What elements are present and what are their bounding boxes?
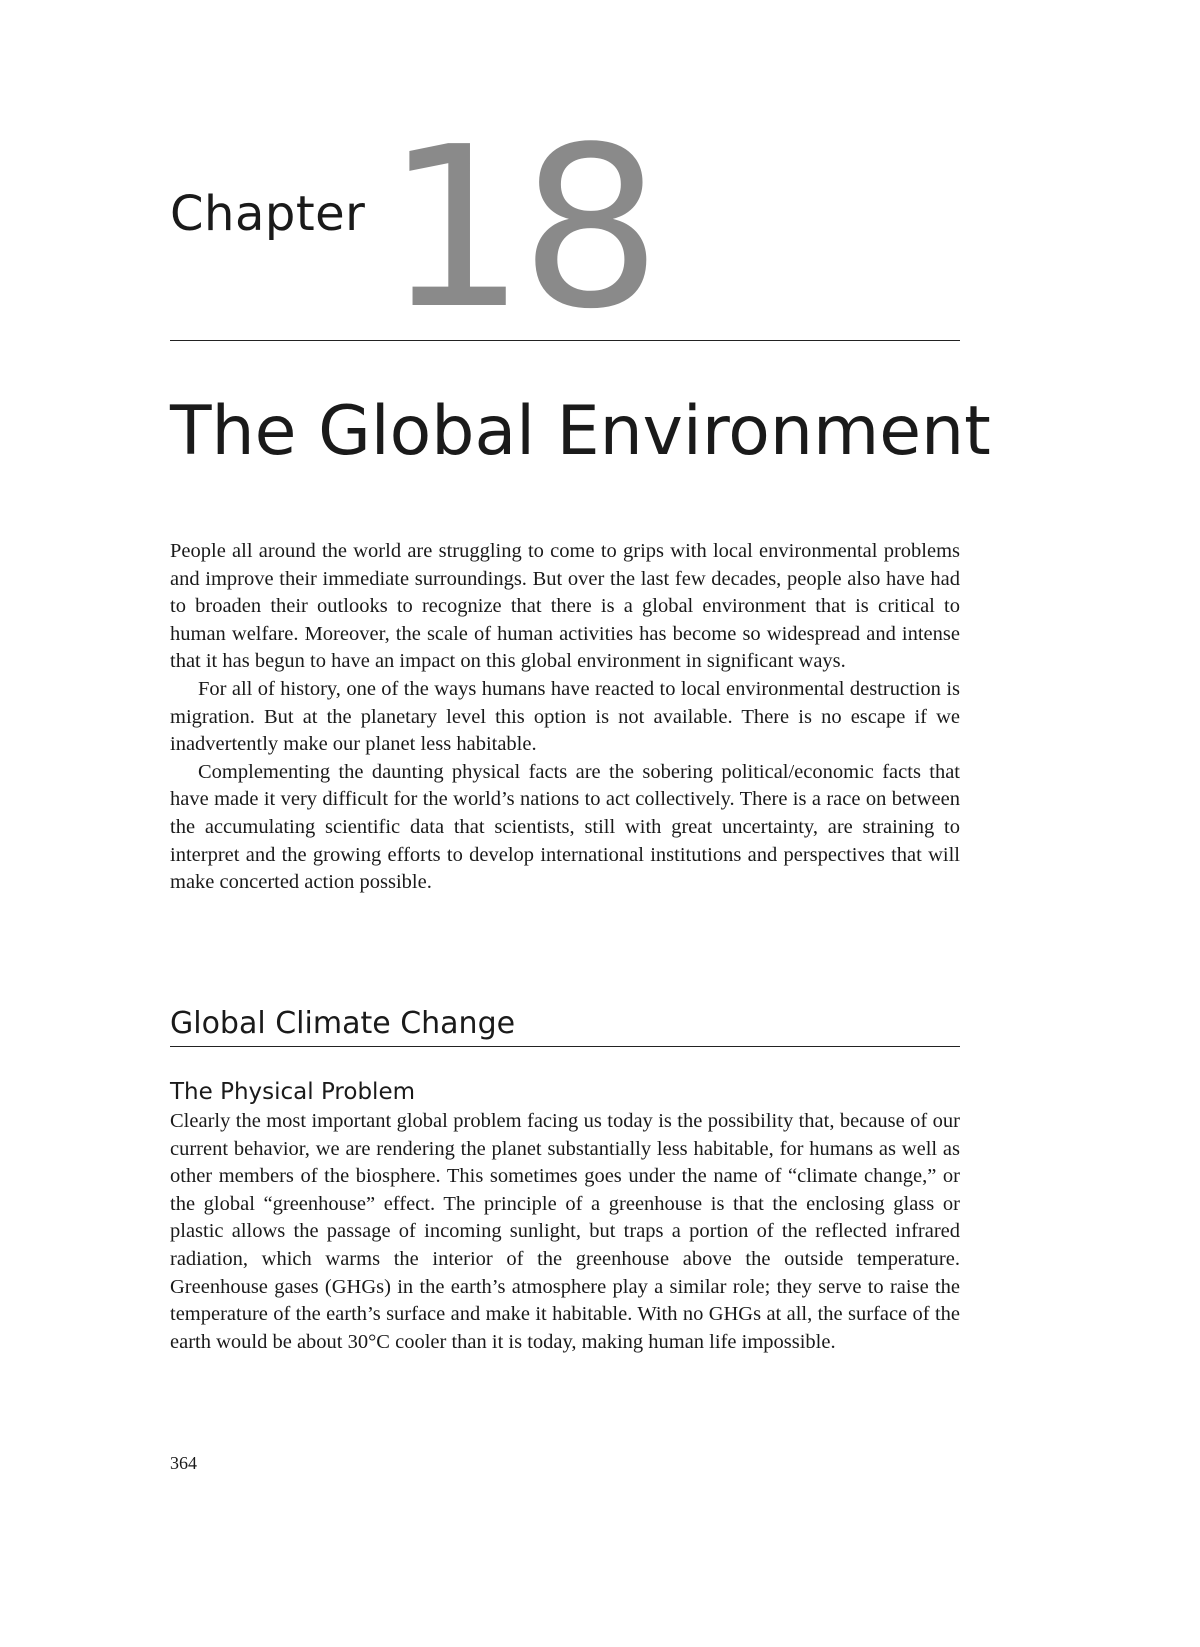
intro-paragraph-3: Complementing the daunting physical facts are the sobering political/economic facts that have made it very difficult for the world’s nations to act collectively. There is a race on between the accumulating scientific data that scientists, still with great uncertainty, are straining to interpret and the growing efforts to develop international institutions and perspectives that will make concerted action possible. bbox=[170, 760, 960, 894]
chapter-title: The Global Environment bbox=[170, 392, 991, 471]
chapter-divider bbox=[170, 340, 960, 341]
section-text bbox=[170, 1108, 960, 1356]
intro-paragraph-2: For all of history, one of the ways humans have reacted to local environmental destruction is migration. But at the planetary level this option is not available. There is no escape if we inadvertently make our planet less habitable. bbox=[170, 677, 960, 756]
section-divider bbox=[170, 1046, 960, 1047]
page-number: 364 bbox=[170, 1453, 197, 1473]
intro-text bbox=[170, 538, 960, 897]
subsection-heading: The Physical Problem bbox=[170, 1079, 415, 1105]
chapter-label: Chapter bbox=[170, 186, 366, 242]
intro-paragraph-1: People all around the world are struggling to come to grips with local environmental problems and improve their immediate surroundings. But over the last few decades, people also have had to broaden their outlooks to recognize that there is a global environment that is critical to human welfare. Moreover, the scale of human activities has become so widespread and intense that it has begun to have an impact on this global environment in significant ways. bbox=[170, 540, 960, 673]
section-paragraph-1: Clearly the most important global problem facing us today is the possibility that, because of our current behavior, we are rendering the planet substantially less habitable, for humans as well as other members of the biosphere. This sometimes goes under the name of “climate change,” or the global “greenhouse” effect. The principle of a greenhouse is that the enclosing glass or plastic allows the passage of incoming sunlight, but traps a portion of the reflected infrared radiation, which warms the interior of the greenhouse above the outside temperature. Greenhouse gases (GHGs) in the earth’s atmosphere play a similar role; they serve to raise the temperature of the earth’s surface and make it habitable. With no GHGs at all, the surface of the earth would be about 30°C cooler than it is today, making human life impossible. bbox=[170, 1110, 960, 1353]
chapter-number: 18 bbox=[385, 100, 656, 358]
section-heading: Global Climate Change bbox=[170, 1006, 516, 1041]
